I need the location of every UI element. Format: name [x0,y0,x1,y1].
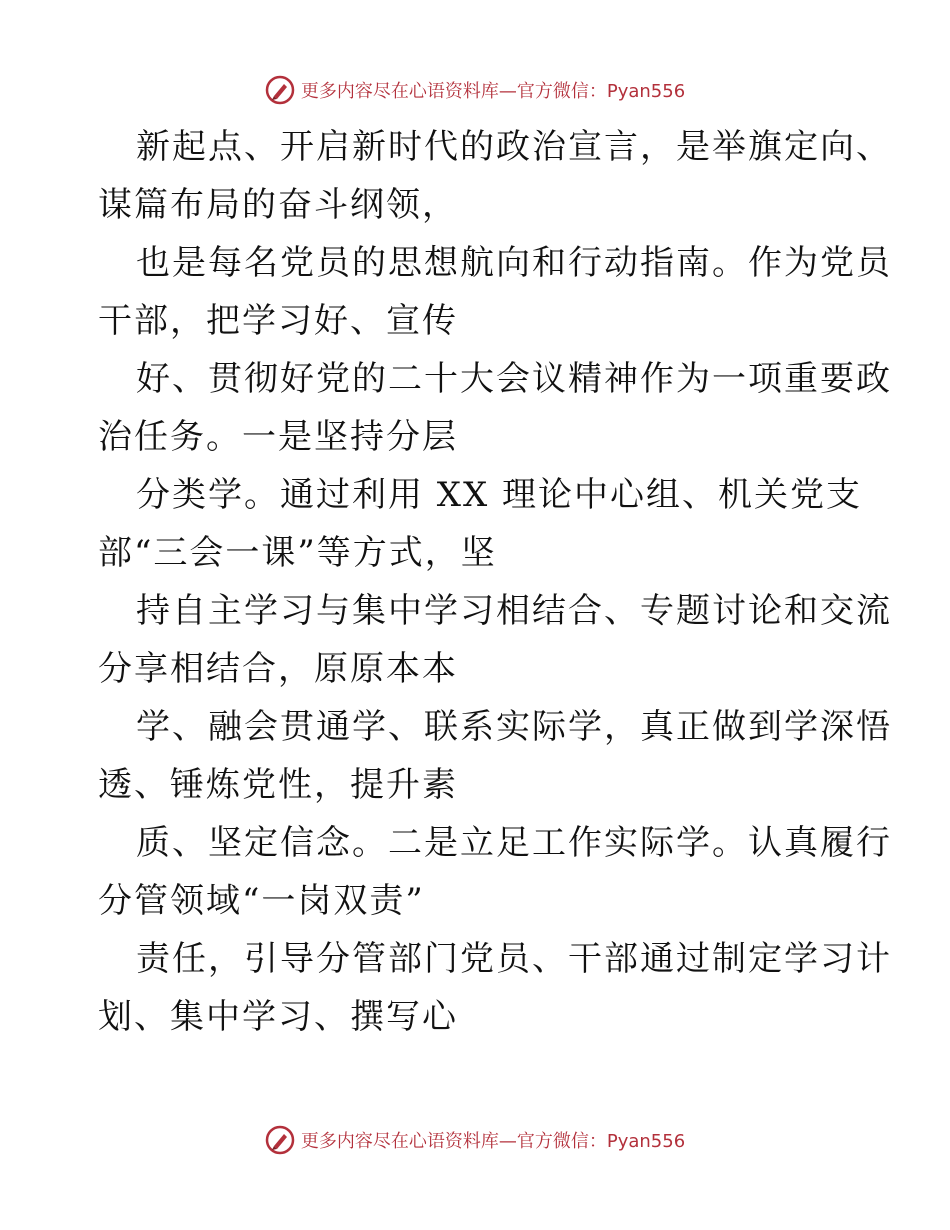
text-line: 也是每名党员的思想航向和行动指南。作为党员 [136,243,892,283]
footer-banner [0,1120,950,1160]
document-body [98,118,892,1046]
text-line: 部“三会一课”等方式，坚 [98,533,497,573]
text-line: 谋篇布局的奋斗纲领， [98,185,458,225]
text-line: 责任，引导分管部门党员、干部通过制定学习计 [136,939,892,979]
text-line: 质、坚定信念。二是立足工作实际学。认真履行 [136,823,892,863]
text-line: 分类学。通过利用 XX 理论中心组、机关党支 [136,475,863,515]
text-line: 新起点、开启新时代的政治宣言，是举旗定向、 [136,127,892,167]
text-line: 学、融会贯通学、联系实际学，真正做到学深悟 [136,707,892,747]
text-line: 透、锤炼党性，提升素 [98,765,458,805]
text-line: 分管领域“一岗双责” [98,881,425,921]
text-line: 干部，把学习好、宣传 [98,301,458,341]
header-banner-text: 更多内容尽在心语资料库—官方微信：Pyan556 [300,81,686,102]
pen-nib-logo-icon [265,1125,295,1155]
text-line: 持自主学习与集中学习相结合、专题讨论和交流 [136,591,892,631]
footer-banner-text: 更多内容尽在心语资料库—官方微信：Pyan556 [300,1131,686,1152]
text-line: 好、贯彻好党的二十大会议精神作为一项重要政 [136,359,892,399]
text-line: 分享相结合，原原本本 [98,649,458,689]
text-line: 治任务。一是坚持分层 [98,417,458,457]
header-banner [0,70,950,110]
text-line: 划、集中学习、撰写心 [98,997,458,1037]
pen-nib-logo-icon [265,75,295,105]
